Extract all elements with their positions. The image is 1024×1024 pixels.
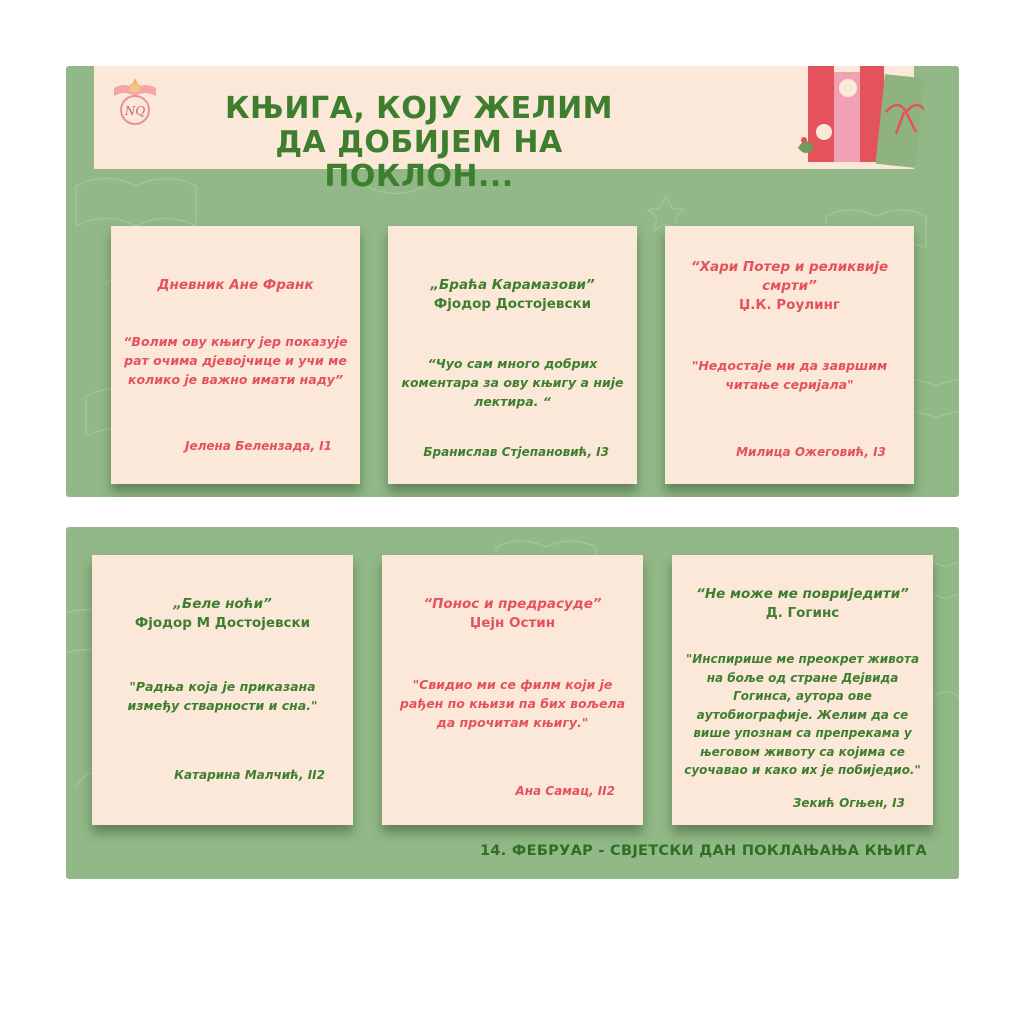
card-bottom-1 [92,555,353,825]
bottom-panel [66,527,959,879]
card-title-line-1: “Не може ме повриједити” [696,586,909,602]
card-title-line-1: „Браћа Карамазови” [430,277,595,293]
card-title-line-1: “Понос и предрасуде” [423,596,602,612]
title-banner [94,66,914,194]
card-quote: “Чуо сам много добрих коментара за ову књигу а није лектира. “ [401,356,624,409]
card-title [104,595,341,633]
card-title-line-2: Џејн Остин [469,615,556,631]
card-quote: "Радња која је приказана између стварности и сна." [127,679,318,713]
card-title-line-2: Д. Гогинс [765,605,840,621]
card-title-line-2: Фјодор Достојевски [433,296,592,312]
card-title-line-2: Џ.К. Роулинг [739,297,840,313]
title-line-2: ДА ДОБИЈЕМ НА ПОКЛОН... [275,125,563,194]
card-top-3 [665,226,914,484]
card-quote: “Волим ову књигу јер показује рат очима дјевојчице и учи ме колико је важно имати наду” [123,334,348,387]
page-title [184,92,654,194]
card-bottom-2 [382,555,643,825]
card-bottom-3 [672,555,933,825]
card-author: Бранислав Стјепановић, I3 [423,445,609,459]
card-title [400,276,625,314]
card-title: Дневник Ане Франк [157,277,314,293]
card-author: Зекић Огњен, I3 [792,796,905,810]
card-author: Јелена Белензада, I1 [184,439,332,453]
card-top-2 [388,226,637,484]
card-top-1 [111,226,360,484]
top-panel [66,66,959,497]
card-title-line-1: „Беле ноћи” [173,596,272,612]
card-title [684,585,921,623]
card-title-line-1: “Хари Потер и реликвије смрти” [690,259,889,294]
card-author: Катарина Малчић, II2 [174,768,325,782]
card-quote: "Недостаје ми да завршим читање серијала" [691,358,888,392]
card-title [677,258,902,315]
card-author: Милица Ожеговић, I3 [736,445,886,459]
open-book-logo-icon [110,74,160,128]
card-title [394,595,631,633]
books-illustration-icon [794,66,924,172]
card-title-line-2: Фјодор М Достојевски [134,615,311,631]
title-line-1: КЊИГА, КОЈУ ЖЕЛИМ [224,91,614,126]
footer-caption: 14. ФЕБРУАР - СВЈЕТСКИ ДАН ПОКЛАЊАЊА КЊИГА [480,843,927,859]
card-quote: "Инспирише ме преокрет живота на боље од стране Дејвида Гогинса, аутора ове аутобиографије. Желим да се више упознам са препрекама у његовом животу са којима се суочавао и како их је побиједио." [684,652,921,777]
card-quote: "Свидио ми се филм који је рађен по књизи па бих вољела да прочитам књигу." [399,677,626,730]
card-author: Ана Самац, II2 [515,784,615,798]
logo-text: NQ [124,104,146,118]
